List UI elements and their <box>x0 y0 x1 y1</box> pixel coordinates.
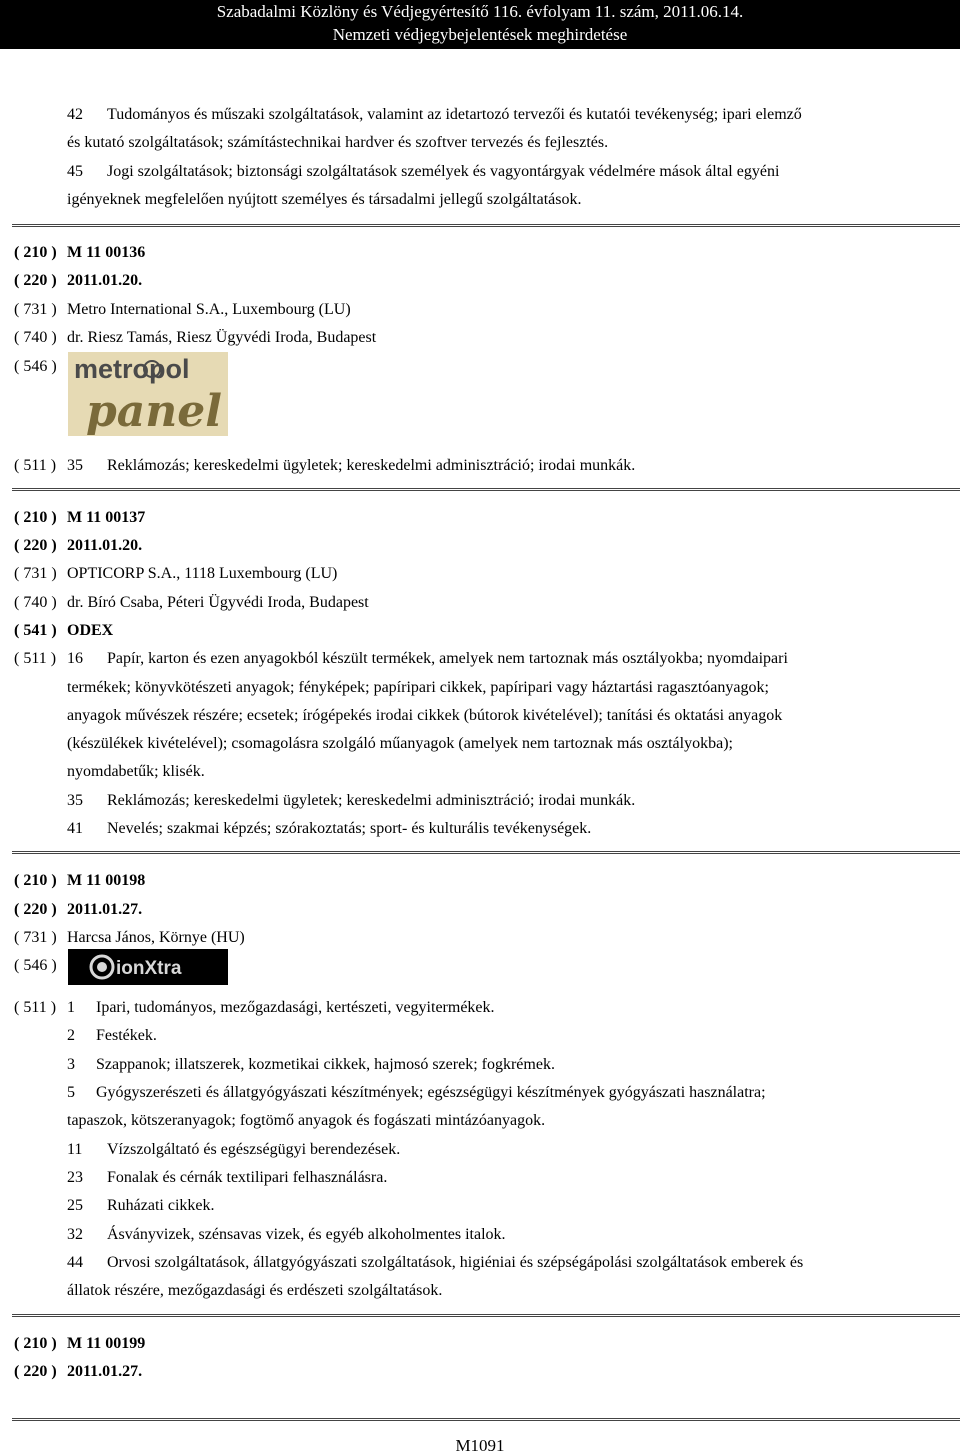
field-code-511: ( 511 ) <box>14 457 57 474</box>
class-number: 11 <box>67 1141 83 1158</box>
class-number: 3 <box>67 1056 75 1073</box>
page-header <box>0 0 960 49</box>
trademark-image-metropol-panel <box>68 352 228 436</box>
class-text: Reklámozás; kereskedelmi ügyletek; kereskedelmi adminisztráció; irodai munkák. <box>107 792 636 809</box>
field-code-220: ( 220 ) <box>14 537 57 554</box>
class-text: Vízszolgáltató és egészségügyi berendezések. <box>107 1141 401 1158</box>
filing-date: 2011.01.20. <box>67 537 143 554</box>
logo-word-panel: panel <box>86 386 222 436</box>
class-number: 42 <box>67 106 83 123</box>
class-text: (készülékek kivételével); csomagolásra szolgáló műanyagok (amelyek nem tartoznak más osztályokba); <box>67 735 733 752</box>
filing-date: 2011.01.27. <box>67 1363 143 1380</box>
trademark-image-ionxtra <box>68 949 228 985</box>
applicant: OPTICORP S.A., 1118 Luxembourg (LU) <box>67 565 338 582</box>
class-number: 32 <box>67 1226 83 1243</box>
class-text: termékek; könyvkötészeti anyagok; fényképek; papíripari cikkek, papíripari vagy háztartási ragasztóanyagok; <box>67 679 769 696</box>
class-text: és kutató szolgáltatások; számítástechnikai hardver és szoftver tervezés és fejlesztés. <box>67 134 609 151</box>
representative: dr. Riesz Tamás, Riesz Ügyvédi Iroda, Budapest <box>67 329 377 346</box>
class-text: Fonalak és cérnák textilipari felhasználásra. <box>107 1169 388 1186</box>
field-code-740: ( 740 ) <box>14 329 57 346</box>
class-text: Reklámozás; kereskedelmi ügyletek; kereskedelmi adminisztráció; irodai munkák. <box>107 457 636 474</box>
class-text: állatok részére, mezőgazdasági és erdészeti szolgáltatások. <box>67 1282 443 1299</box>
application-number: M 11 00199 <box>67 1335 146 1352</box>
class-text: Festékek. <box>96 1027 157 1044</box>
class-number: 35 <box>67 457 83 474</box>
class-text: igényeknek megfelelően nyújtott személyes és társadalmi jellegű szolgáltatások. <box>67 191 582 208</box>
application-number: M 11 00198 <box>67 872 146 889</box>
class-text: Papír, karton és ezen anyagokból készült termékek, amelyek nem tartoznak más osztályokba; nyomdaipari <box>107 650 788 667</box>
class-text: Ipari, tudományos, mezőgazdasági, kertészeti, vegyitermékek. <box>96 999 495 1016</box>
filing-date: 2011.01.27. <box>67 901 143 918</box>
class-text: Orvosi szolgáltatások, állatgyógyászati szolgáltatások, higiéniai és szépségápolási szolgáltatások emberek és <box>107 1254 804 1271</box>
field-code-220: ( 220 ) <box>14 901 57 918</box>
field-code-541: ( 541 ) <box>14 622 57 639</box>
entry-divider <box>12 851 960 854</box>
application-number: M 11 00137 <box>67 509 146 526</box>
class-number: 41 <box>67 820 83 837</box>
class-text: Ruházati cikkek. <box>107 1197 215 1214</box>
field-code-220: ( 220 ) <box>14 1363 57 1380</box>
field-code-731: ( 731 ) <box>14 565 57 582</box>
class-text: anyagok művészek részére; ecsetek; írógépekés irodai cikkek (bútorok kivételével); tanítási és oktatási anyagok <box>67 707 783 724</box>
logo-word-ionxtra: ionXtra <box>116 958 182 979</box>
class-text: Jogi szolgáltatások; biztonsági szolgáltatások személyek és vagyontárgyak védelmére mások által egyéni <box>107 163 780 180</box>
section-title: Nemzeti védjegybejelentések meghirdetése <box>332 25 628 44</box>
class-text: Szappanok; illatszerek, kozmetikai cikkek, hajmosó szerek; fogkrémek. <box>96 1056 555 1073</box>
field-code-210: ( 210 ) <box>14 244 57 261</box>
applicant: Harcsa János, Környe (HU) <box>67 929 245 946</box>
class-number: 5 <box>67 1084 75 1101</box>
field-code-740: ( 740 ) <box>14 594 57 611</box>
field-code-210: ( 210 ) <box>14 872 57 889</box>
class-text: Gyógyszerészeti és állatgyógyászati készítmények; egészségügyi készítmények gyógyászati használatra; <box>96 1084 766 1101</box>
entry-divider <box>12 224 960 227</box>
field-code-210: ( 210 ) <box>14 509 57 526</box>
journal-title: Szabadalmi Közlöny és Védjegyértesítő 116. évfolyam 11. szám, 2011.06.14. <box>216 2 744 21</box>
class-number: 2 <box>67 1027 75 1044</box>
page-number: M1091 <box>455 1436 505 1455</box>
class-text: nyomdabetűk; klisék. <box>67 763 205 780</box>
filing-date: 2011.01.20. <box>67 272 143 289</box>
field-code-511: ( 511 ) <box>14 999 57 1016</box>
field-code-731: ( 731 ) <box>14 301 57 318</box>
entry-divider <box>12 488 960 491</box>
representative: dr. Bíró Csaba, Péteri Ügyvédi Iroda, Budapest <box>67 594 369 611</box>
class-text: Nevelés; szakmai képzés; szórakoztatás; sport- és kulturális tevékenységek. <box>107 820 592 837</box>
word-mark: ODEX <box>67 622 114 639</box>
footer-divider <box>12 1418 960 1421</box>
class-number: 44 <box>67 1254 83 1271</box>
class-number: 23 <box>67 1169 83 1186</box>
class-number: 25 <box>67 1197 83 1214</box>
field-code-546: ( 546 ) <box>14 358 57 375</box>
logo-word-metropol: metropol <box>74 354 190 384</box>
class-number: 45 <box>67 163 83 180</box>
field-code-731: ( 731 ) <box>14 929 57 946</box>
class-text: tapaszok, kötszeranyagok; fogtömő anyagok és fogászati mintázóanyagok. <box>67 1112 546 1129</box>
class-number: 35 <box>67 792 83 809</box>
application-number: M 11 00136 <box>67 244 146 261</box>
field-code-511: ( 511 ) <box>14 650 57 667</box>
field-code-546: ( 546 ) <box>14 957 57 974</box>
field-code-210: ( 210 ) <box>14 1335 57 1352</box>
entry-divider <box>12 1314 960 1317</box>
class-number: 16 <box>67 650 83 667</box>
class-text: Tudományos és műszaki szolgáltatások, valamint az idetartozó tervezői és kutatói tevékenység; ipari elemző <box>107 106 802 123</box>
class-text: Ásványvizek, szénsavas vizek, és egyéb alkoholmentes italok. <box>107 1226 506 1243</box>
applicant: Metro International S.A., Luxembourg (LU) <box>67 301 351 318</box>
class-number: 1 <box>67 999 75 1016</box>
field-code-220: ( 220 ) <box>14 272 57 289</box>
